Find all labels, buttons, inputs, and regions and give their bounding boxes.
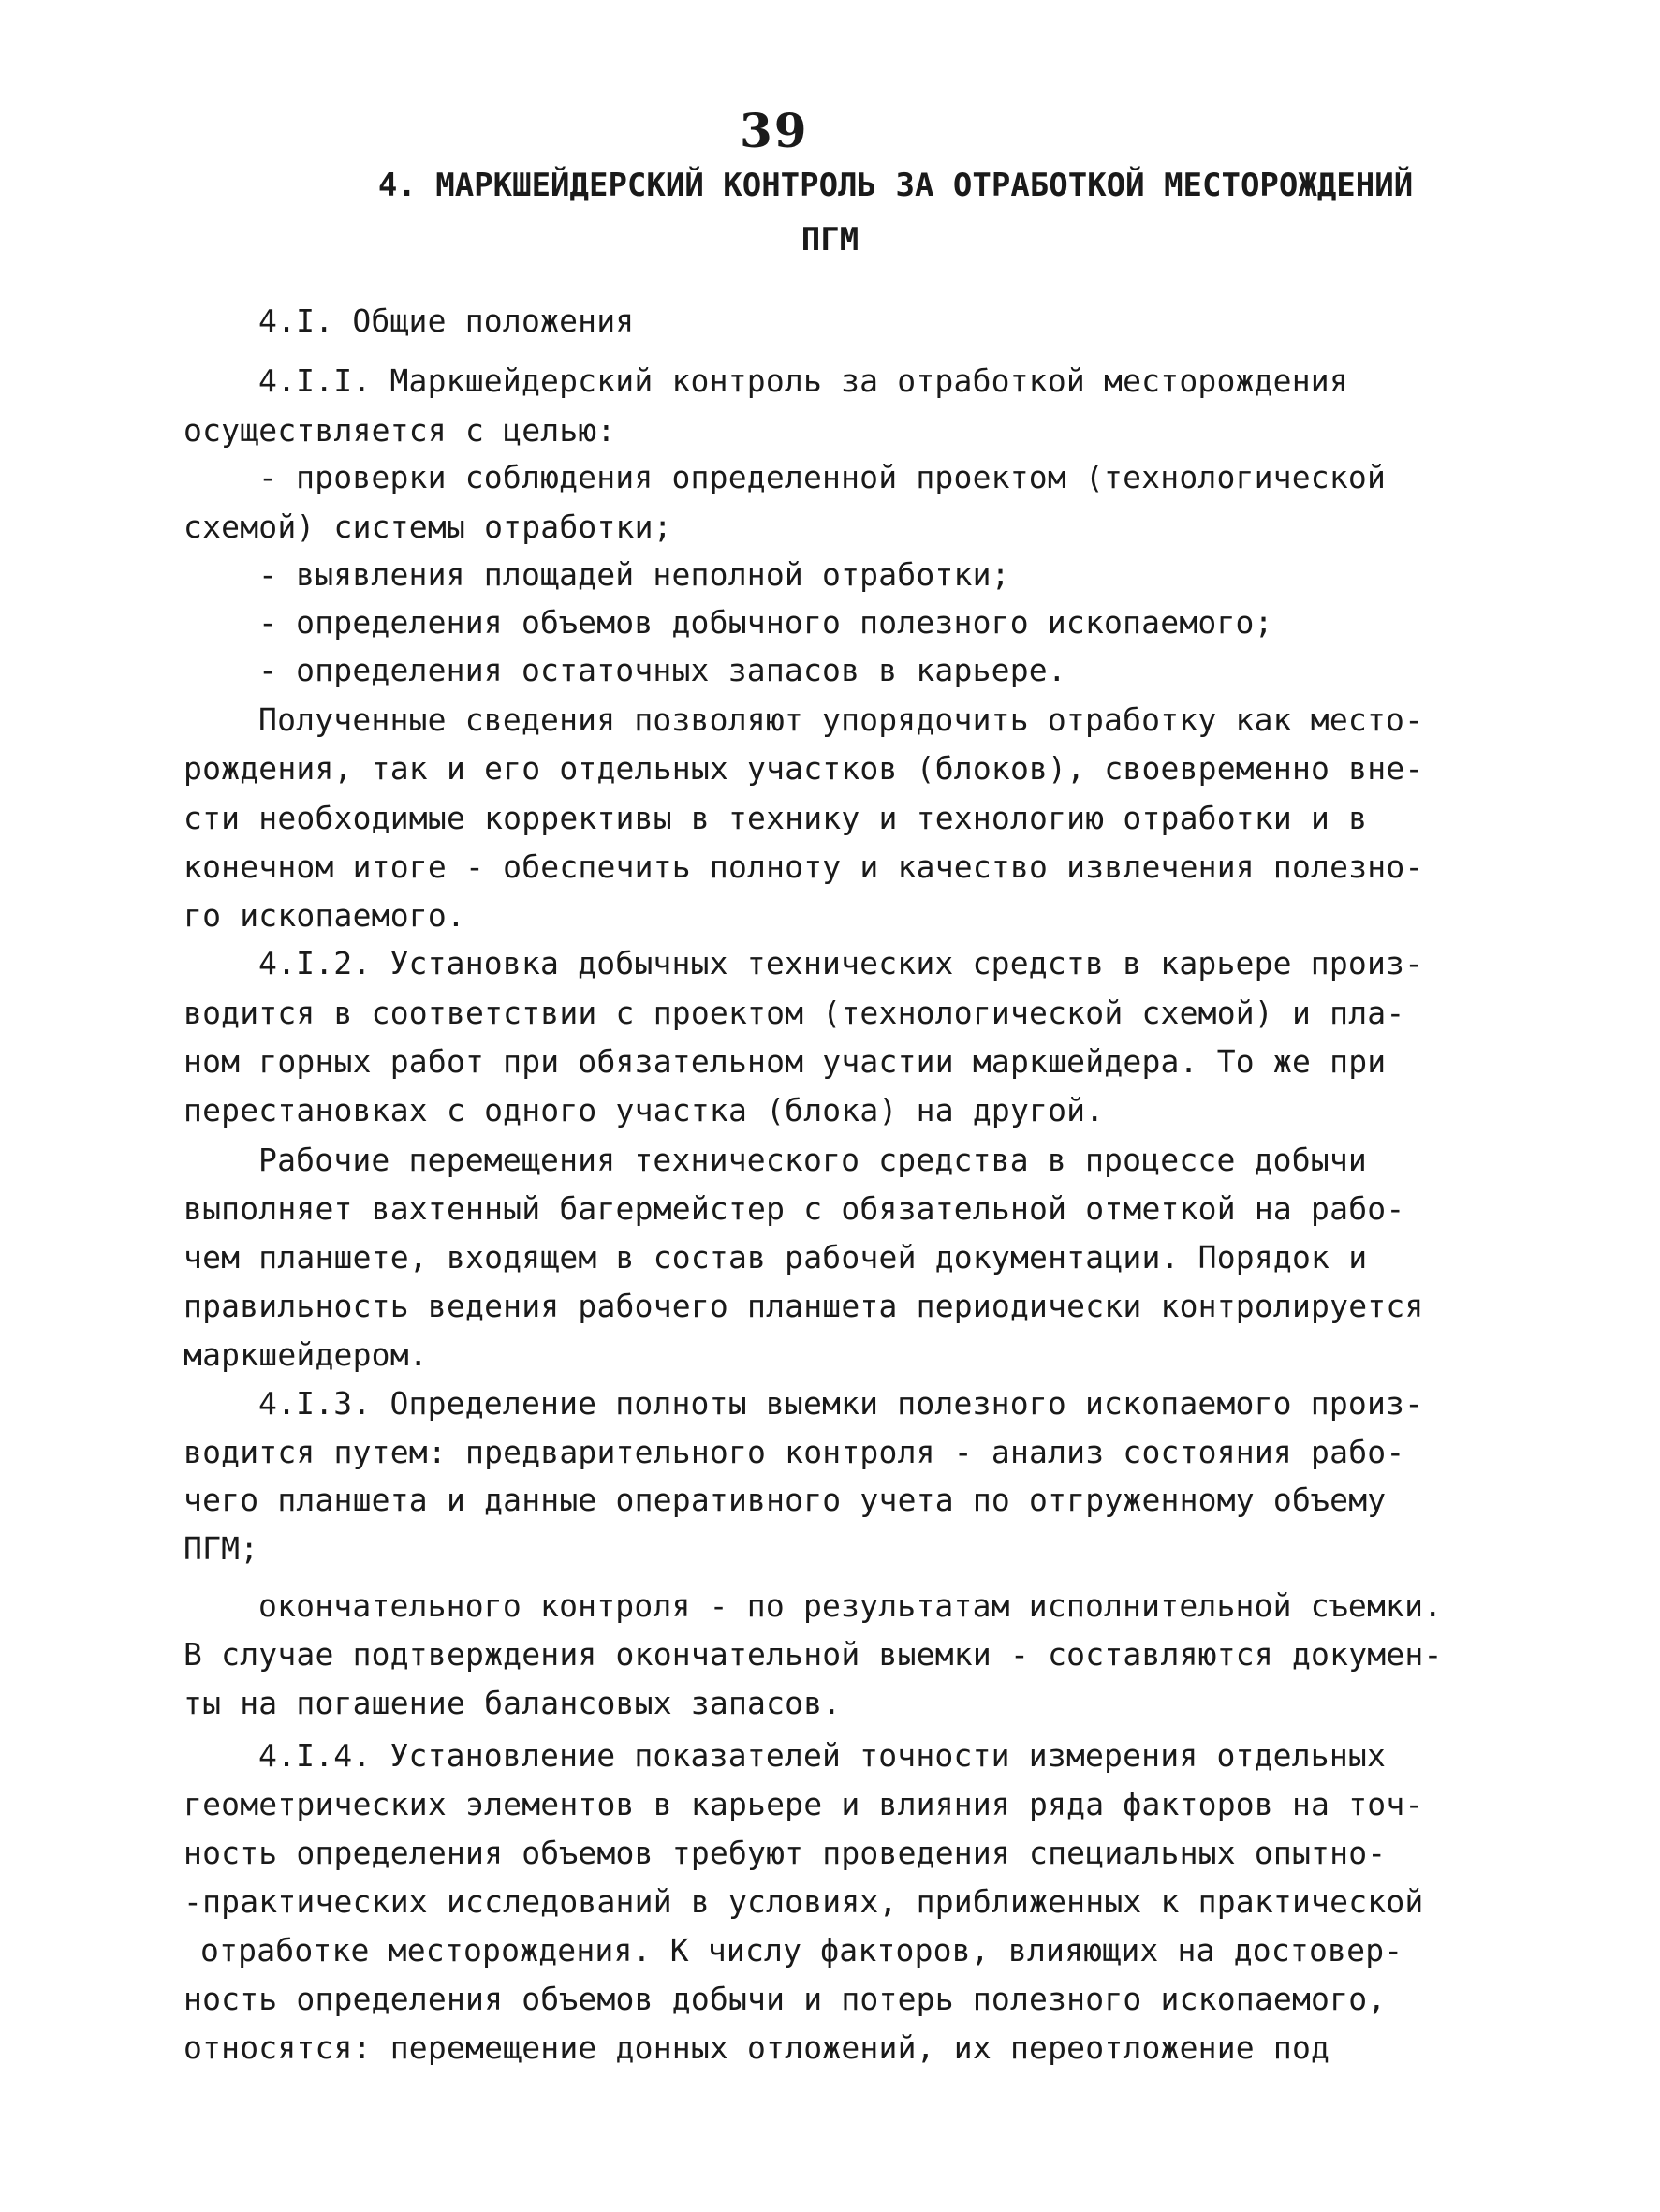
- text-line: маркшейдером.: [184, 1336, 428, 1373]
- text-line: чего планшета и данные оперативного учета по отгруженному объему: [184, 1482, 1387, 1518]
- text-line: отработке месторождения. К числу факторов, влияющих на достовер-: [200, 1932, 1403, 1969]
- page-number: 39: [740, 103, 809, 158]
- text-line: выполняет вахтенный багермейстер с обязательной отметкой на рабо-: [184, 1190, 1405, 1227]
- text-line: ном горных работ при обязательном участии маркшейдера. То же при: [184, 1043, 1387, 1080]
- text-line: ность определения объемов добычи и потерь полезного ископаемого,: [184, 1981, 1387, 2017]
- text-line: конечном итоге - обеспечить полноту и качество извлечения полезно-: [184, 848, 1424, 885]
- text-line: водится в соответствии с проектом (технологической схемой) и пла-: [184, 995, 1405, 1031]
- text-line: 4.I.3. Определение полноты выемки полезного ископаемого произ-: [258, 1385, 1424, 1422]
- text-line: ПГМ;: [184, 1530, 259, 1567]
- text-line: го ископаемого.: [184, 897, 466, 934]
- text-line: рождения, так и его отдельных участков (блоков), своевременно вне-: [184, 750, 1424, 787]
- text-line: - проверки соблюдения определенной проектом (технологической: [258, 459, 1387, 495]
- text-line: ность определения объемов требуют проведения специальных опытно-: [184, 1835, 1387, 1871]
- text-line: 4.I.4. Установление показателей точности измерения отдельных: [258, 1737, 1387, 1774]
- text-line: окончательного контроля - по результатам исполнительной съемки.: [258, 1587, 1443, 1624]
- text-line: сти необходимые коррективы в технику и технологию отработки и в: [184, 800, 1368, 836]
- text-line: водится путем: предварительного контроля - анализ состояния рабо-: [184, 1434, 1405, 1470]
- section-title-line-1: 4. МАРКШЕЙДЕРСКИЙ КОНТРОЛЬ ЗА ОТРАБОТКОЙ МЕСТОРОЖДЕНИЙ: [377, 167, 1414, 204]
- section-title-line-2: ПГМ: [801, 221, 859, 258]
- text-line: - определения остаточных запасов в карьере.: [258, 652, 1066, 688]
- text-line: осуществляется с целью:: [184, 412, 616, 449]
- text-line: ты на погашение балансовых запасов.: [184, 1685, 842, 1721]
- text-line: В случае подтверждения окончательной выемки - составляются докумен-: [184, 1636, 1443, 1673]
- text-line: 4.I.2. Установка добычных технических средств в карьере произ-: [258, 945, 1424, 981]
- text-line: геометрических элементов в карьере и влияния ряда факторов на точ-: [184, 1786, 1424, 1822]
- text-line: - определения объемов добычного полезного ископаемого;: [258, 604, 1273, 641]
- text-line: Рабочие перемещения технического средства в процессе добычи: [258, 1142, 1367, 1178]
- text-line: 4.I.I. Маркшейдерский контроль за отработкой месторождения: [258, 362, 1348, 399]
- text-line: схемой) системы отработки;: [184, 509, 672, 545]
- subsection-title: 4.I. Общие положения: [258, 302, 635, 339]
- text-line: перестановках с одного участка (блока) на другой.: [184, 1092, 1105, 1128]
- text-line: правильность ведения рабочего планшета периодически контролируется: [184, 1288, 1424, 1324]
- text-line: чем планшете, входящем в состав рабочей документации. Порядок и: [184, 1239, 1368, 1276]
- text-line: Полученные сведения позволяют упорядочить отработку как место-: [258, 701, 1424, 738]
- text-line: - выявления площадей неполной отработки;: [258, 556, 1010, 593]
- text-line: относятся: перемещение донных отложений, их переотложение под: [184, 2029, 1330, 2066]
- text-line: -практических исследований в условиях, приближенных к практической: [184, 1883, 1424, 1920]
